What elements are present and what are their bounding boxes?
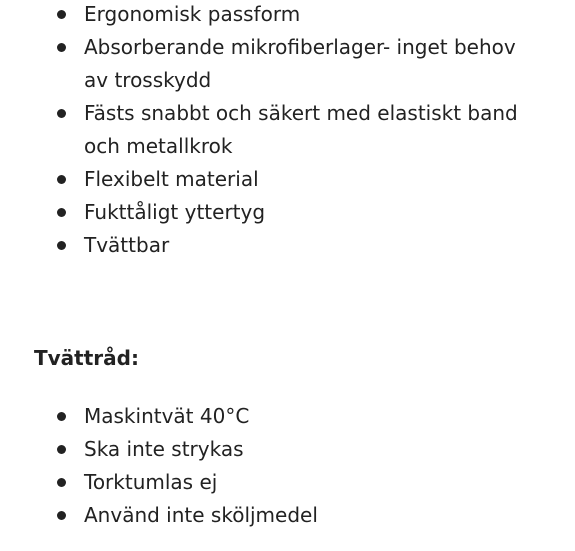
bullet-icon [57,412,66,421]
list-item-text: Använd inte sköljmedel [84,503,318,527]
list-item-text: Flexibelt material [84,167,259,191]
bullet-icon [57,208,66,217]
bullet-icon [57,241,66,250]
bullet-icon [57,109,66,118]
list-item [0,31,575,97]
features-list [0,0,575,262]
list-item [0,196,575,229]
list-item [0,433,575,466]
bullet-icon [57,445,66,454]
list-item-text: Absorberande mikrofiberlager- inget behov av trosskydd [84,35,516,92]
bullet-icon [57,10,66,19]
list-item [0,0,575,31]
care-list [0,400,575,532]
list-item-text: Maskintvät 40°C [84,404,250,428]
list-item [0,466,575,499]
list-item-text: Tvättbar [84,233,170,257]
list-item [0,229,575,262]
list-item [0,400,575,433]
list-item-text: Ergonomisk passform [84,2,301,26]
list-item [0,97,575,163]
bullet-icon [57,511,66,520]
bullet-icon [57,478,66,487]
list-item-text: Ska inte strykas [84,437,244,461]
list-item-text: Fukttåligt yttertyg [84,200,266,224]
bullet-icon [57,43,66,52]
list-item-text: Fästs snabbt och säkert med elastiskt band och metallkrok [84,101,518,158]
list-item [0,163,575,196]
care-heading: Tvättråd: [34,346,139,370]
bullet-icon [57,175,66,184]
list-item-text: Torktumlas ej [84,470,218,494]
list-item [0,499,575,532]
